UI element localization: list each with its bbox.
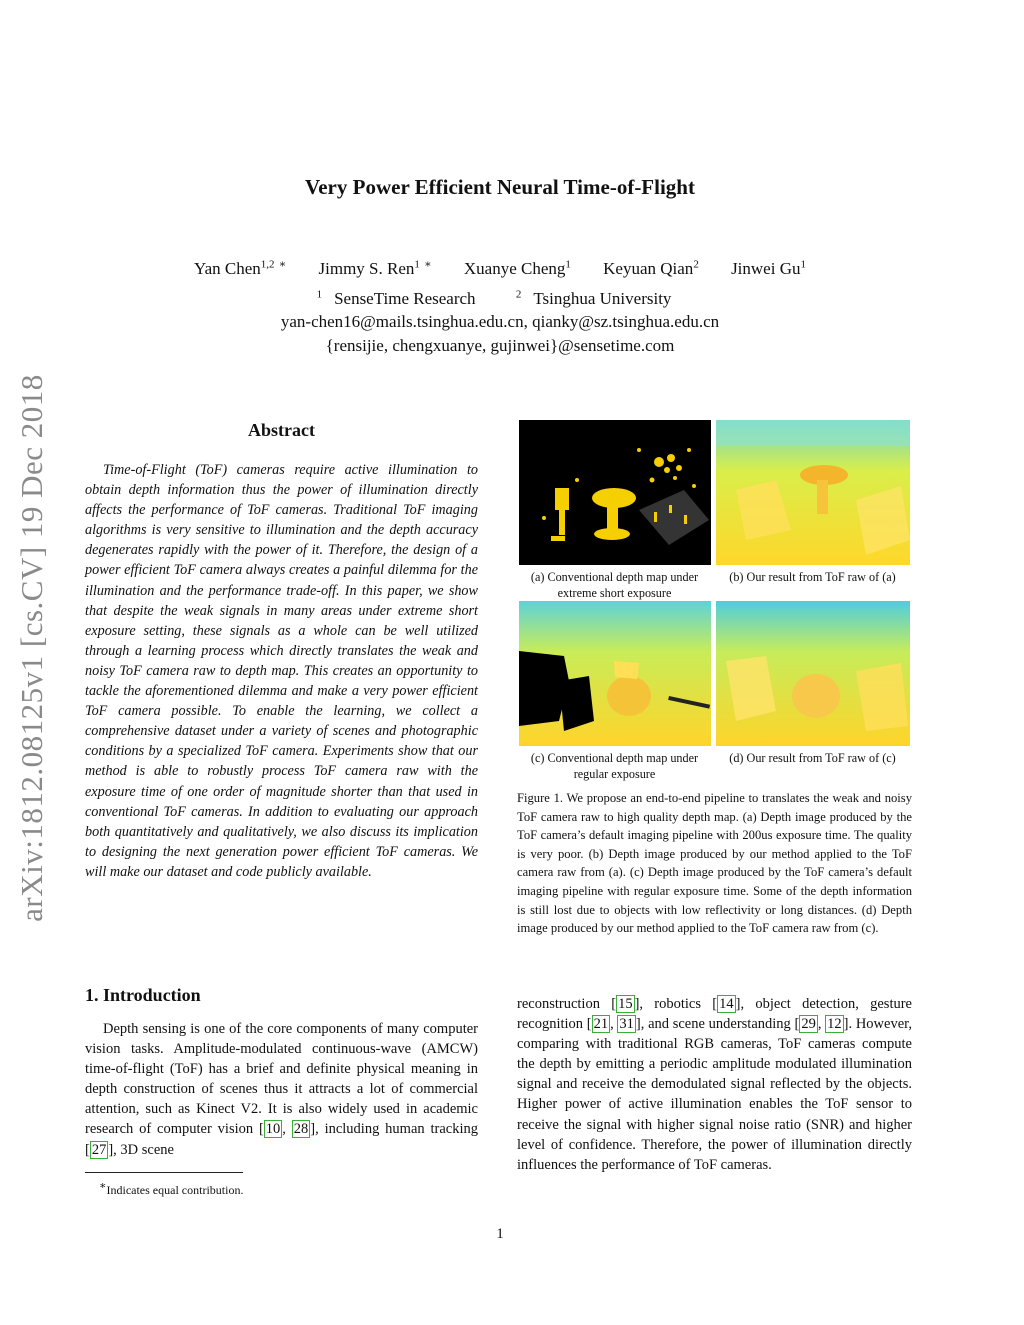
author: Yan Chen$^{1,2}$ ∗ (194, 258, 287, 278)
depth-map-regular (519, 601, 711, 746)
footnote-rule (85, 1172, 243, 1173)
email-line: {rensijie, chengxuanye, gujinwei}@sensetime.com (325, 336, 675, 355)
author: Jimmy S. Ren$^1$ ∗ (318, 258, 432, 278)
intro-paragraph: Depth sensing is one of the core components of many computer vision tasks. Amplitude-modulated continuous-wave (AMCW) time-of-flight (ToF) has a brief and definite physical meaning in depth construction of scenes thus it attracts a lot of commercial attention, such as Kinect V2. It is also widely used in academic research of computer vision [ 10 , 28 ], including human tracking [ 27 ], 3D scene (85, 1021, 478, 1158)
subcaption-d: (d) Our result from ToF raw of (c) (729, 751, 896, 765)
footnote: ∗Indicates equal contribution. (99, 1180, 244, 1197)
depth-map-ours-c (716, 601, 910, 746)
citation-link[interactable]: 15 (618, 996, 633, 1012)
paper-title: Very Power Efficient Neural Time-of-Flight (305, 175, 695, 199)
affiliation: $^2$ Tsinghua University (515, 288, 672, 308)
page-number: 1 (496, 1226, 504, 1242)
citation-link[interactable]: 21 (593, 1016, 609, 1033)
author: Xuanye Cheng$^1$ (463, 258, 571, 278)
affiliation: $^1$ SenseTime Research (316, 288, 476, 308)
affiliations (0, 288, 1000, 309)
depth-map-sparse (519, 420, 711, 565)
author: Jinwei Gu$^1$ (731, 258, 806, 278)
figure-panel-b (716, 420, 910, 565)
section-heading: 1. Introduction (85, 985, 201, 1005)
citation-link[interactable]: 28 (293, 1121, 309, 1138)
author-list (0, 257, 1000, 279)
abstract-body: Time-of-Flight (ToF) cameras require active illumination to obtain depth information thus the power of illumination directly affects the performance of ToF cameras. Traditional ToF imaging algorithms is very sensitive to illumination and the depth accuracy degenerates rapidly with the power of it. Therefore, the design of a power efficient ToF camera always creates a painful dilemma for the illumination and the performance trade-off. In this paper, we show that despite the weak signals in many areas under extreme short exposure setting, these signals as a whole can be well utilized through a learning process which directly translates the weak and noisy ToF camera raw to depth map. This creates an opportunity to tackle the aforementioned dilemma and make a very power efficient ToF camera possible. To enable the learning, we collect a comprehensive dataset under a variety of scenes and photographic conditions by a specialized ToF camera. Experiments show that our method is able to robustly process ToF camera raw with the exposure time of one order of magnitude shorter than that used in conventional ToF cameras. In addition to evaluating our approach both quantitatively and qualitatively, we also discuss its implication to designing the next generation power efficient ToF cameras. We will make our dataset and code publicly available. (85, 462, 478, 880)
arxiv-stamp: arXiv:1812.08125v1 [cs.CV] 19 Dec 2018 (14, 374, 49, 922)
intro-paragraph-continued: reconstruction [ 15 ], robotics [ 14 ], object detection, gesture recognition [ 21 , 31 ], and scene understanding [ 29 , 12 ]. However, comparing with traditional RGB cameras, ToF cameras compute the depth by emitting a periodic amplitude modulated illumination signal and receive the demodulated signal reflected by the objects. Higher power of active illumination enables the ToF sensor to receive the signal with higher signal noise ratio (SNR) and higher level of confidence. Therefore, the power of illumination directly influences the performance of ToF cameras. (517, 996, 913, 1173)
citation-link[interactable]: 31 (619, 1016, 634, 1033)
figure-panel-d (716, 601, 910, 746)
figure-caption: Figure 1. We propose an end-to-end pipeline to translates the weak and noisy ToF camera raw to high quality depth map. (a) Depth image produced by the ToF camera’s default imaging pipeline with 200us exposure time. The quality is very poor. (b) Depth image produced by our method applied to the ToF camera raw from (a). (c) Depth image produced by the ToF camera’s default imaging pipeline with regular exposure time. Some of the depth information is still lost due to objects with low reflectivity or long distances. (d) Depth image produced by our method applied to the ToF camera raw from (c). (517, 791, 912, 936)
author: Keyuan Qian$^2$ (603, 258, 699, 278)
figure-panel-c (519, 601, 711, 746)
citation-link[interactable]: 27 (91, 1141, 107, 1158)
subcaption-c: (c) Conventional depth map under regular exposure (530, 751, 699, 781)
abstract-heading: Abstract (248, 420, 315, 440)
citation-link[interactable]: 12 (827, 1016, 842, 1033)
subcaption-b: (b) Our result from ToF raw of (a) (729, 570, 896, 584)
figure-panel-a (519, 420, 711, 565)
subcaption-a: (a) Conventional depth map under extreme short exposure (530, 570, 699, 600)
citation-link[interactable]: 10 (265, 1121, 281, 1138)
email-line: yan-chen16@mails.tsinghua.edu.cn, qianky@sz.tsinghua.edu.cn (280, 312, 720, 331)
citation-link[interactable]: 29 (801, 1016, 816, 1033)
citation-link[interactable]: 14 (719, 996, 734, 1012)
depth-map-ours-a (716, 420, 910, 565)
